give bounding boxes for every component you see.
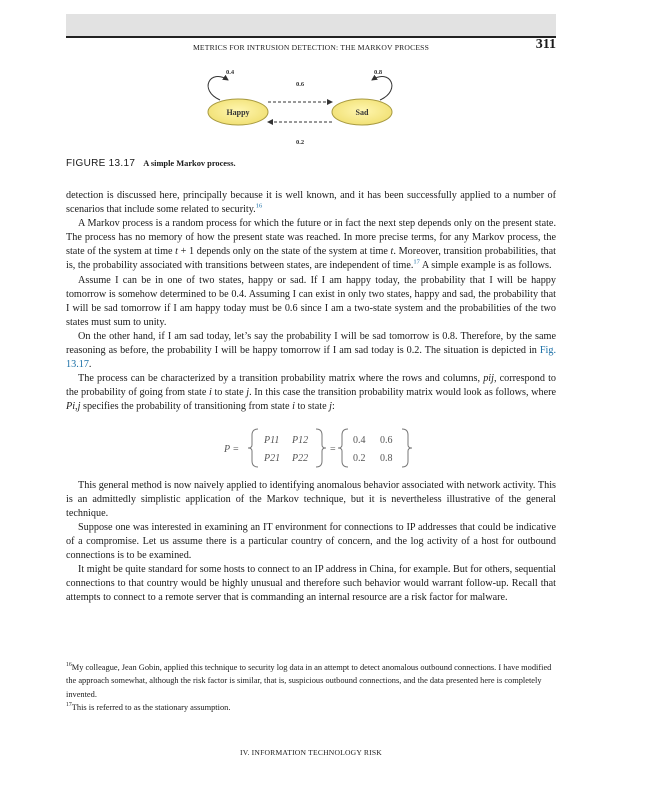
header-band [66, 14, 556, 36]
body-text [66, 189, 556, 605]
running-head: METRICS FOR INTRUSION DETECTION: THE MARKOV PROCESS [192, 43, 430, 52]
self-loop-sad [372, 77, 392, 100]
prob-happy-happy: 0.4 [225, 69, 235, 76]
figure-link[interactable]: Fig. 13.17 [66, 345, 556, 371]
paragraph-1: detection is discussed here, principally because it is well known, and it has been successfully applied to a number of scenarios that include some related to security.$^{16}$ [66, 190, 556, 216]
figure-label: FIGURE 13.17 [66, 158, 136, 169]
state-happy-label: Happy [226, 108, 250, 117]
markov-diagram [190, 62, 410, 152]
right-brace-1 [316, 429, 326, 467]
footnote-16: $^{16}$My colleague, Jean Gobin, applied this technique to security log data in an attempt to detect anomalous outbound connections. I have modified the approach somewhat, although the risk factor is similar, that is, suspicious outbound connections, and the data presented here is completely invented. [66, 662, 552, 699]
left-brace-1 [248, 429, 258, 467]
matrix-svg [224, 421, 424, 475]
paragraph-2: A Markov process is a random process for which the future or in fact the next step depends only on the present state. The process has no memory of how the present state was reached. In more precise terms, for any Markov process, the state of the system at time t + 1 depends only on the state of the system at time t. Moreover, transition probabilities, that is, the probability associated with transitions between states, are independent of time.$^{17}$ A simple example is as follows. [66, 218, 557, 272]
right-brace-2 [402, 429, 412, 467]
cell-P22: P22 [292, 452, 309, 464]
markov-figure [190, 62, 410, 152]
figure-caption [66, 158, 236, 169]
left-brace-2 [338, 429, 348, 467]
running-foot: IV. INFORMATION TECHNOLOGY RISK [240, 748, 382, 757]
equals-sign: = [330, 443, 336, 455]
state-sad-label: Sad [355, 108, 369, 117]
paragraph-6: This general method is now naively applied to identifying anomalous behavior associated with network activity. This is an admittedly simplistic application of the Markov technique, but it is nevertheless illustrative of the general technique. [66, 479, 556, 519]
cell-v12: 0.6 [380, 434, 393, 446]
footnote-ref-17[interactable]: 17 [413, 259, 420, 267]
prob-sad-happy: 0.2 [295, 139, 305, 146]
cell-P12: P12 [292, 434, 309, 446]
paragraph-8: It might be quite standard for some hosts to connect to an IP address in China, for example. But for others, sequential connections to that country would be highly unusual and therefore such behavior would warrant follow-up. Recall that attempts to connect to a remote server that is commanding an internal resource are a risk factor for malware. [66, 564, 556, 604]
self-loop-happy [208, 77, 228, 100]
cell-P11: P11 [264, 434, 280, 446]
header-rule [66, 36, 556, 38]
page-number: 311 [535, 37, 556, 52]
transition-matrix-equation [66, 421, 556, 475]
prob-sad-sad: 0.8 [373, 69, 383, 76]
cell-v21: 0.2 [353, 452, 366, 464]
paragraph-4: On the other hand, if I am sad today, let’s say the probability I will be sad tomorrow is 0.8. Therefore, by the same reasoning as before, the probability I will be happy tomorrow if I am sad today is 0.2. The situation is depicted in Fig. 13.17. [66, 330, 556, 371]
cell-v22: 0.8 [380, 452, 393, 464]
prob-happy-sad: 0.6 [295, 81, 305, 88]
paragraph-7: Suppose one was interested in examining an IT environment for connections to IP addresses that could be indicative of a compromise. Let us assume there is a particular country of concern, and the log activity of a host for outbound connections is to be examined. [66, 521, 556, 561]
figure-title: A simple Markov process. [143, 159, 236, 168]
cell-P21: P21 [264, 452, 281, 464]
paragraph-5: The process can be characterized by a transition probability matrix where the rows and columns, pij, correspond to the probability of going from state i to state j. In this case the transition probability matrix would look as follows, where Pi,j specifies the probability of transitioning from state i to state j: [66, 373, 557, 413]
footnotes [66, 661, 556, 714]
footnote-17: $^{17}$This is referred to as the stationary assumption. [66, 702, 231, 712]
cell-v11: 0.4 [353, 434, 366, 446]
equation-lhs: P = [224, 443, 240, 455]
footnote-ref-16[interactable]: 16 [255, 202, 263, 210]
paragraph-3: Assume I can be in one of two states, happy or sad. If I am happy today, the probability that I will be happy tomorrow is somehow determined to be 0.4. Assuming I can exist in only two states, happy and sad, the probability that I will be sad tomorrow if I am happy today must be 0.6 since I am a two-state system and the probabilities of the two states must sum to unity. [66, 274, 556, 328]
